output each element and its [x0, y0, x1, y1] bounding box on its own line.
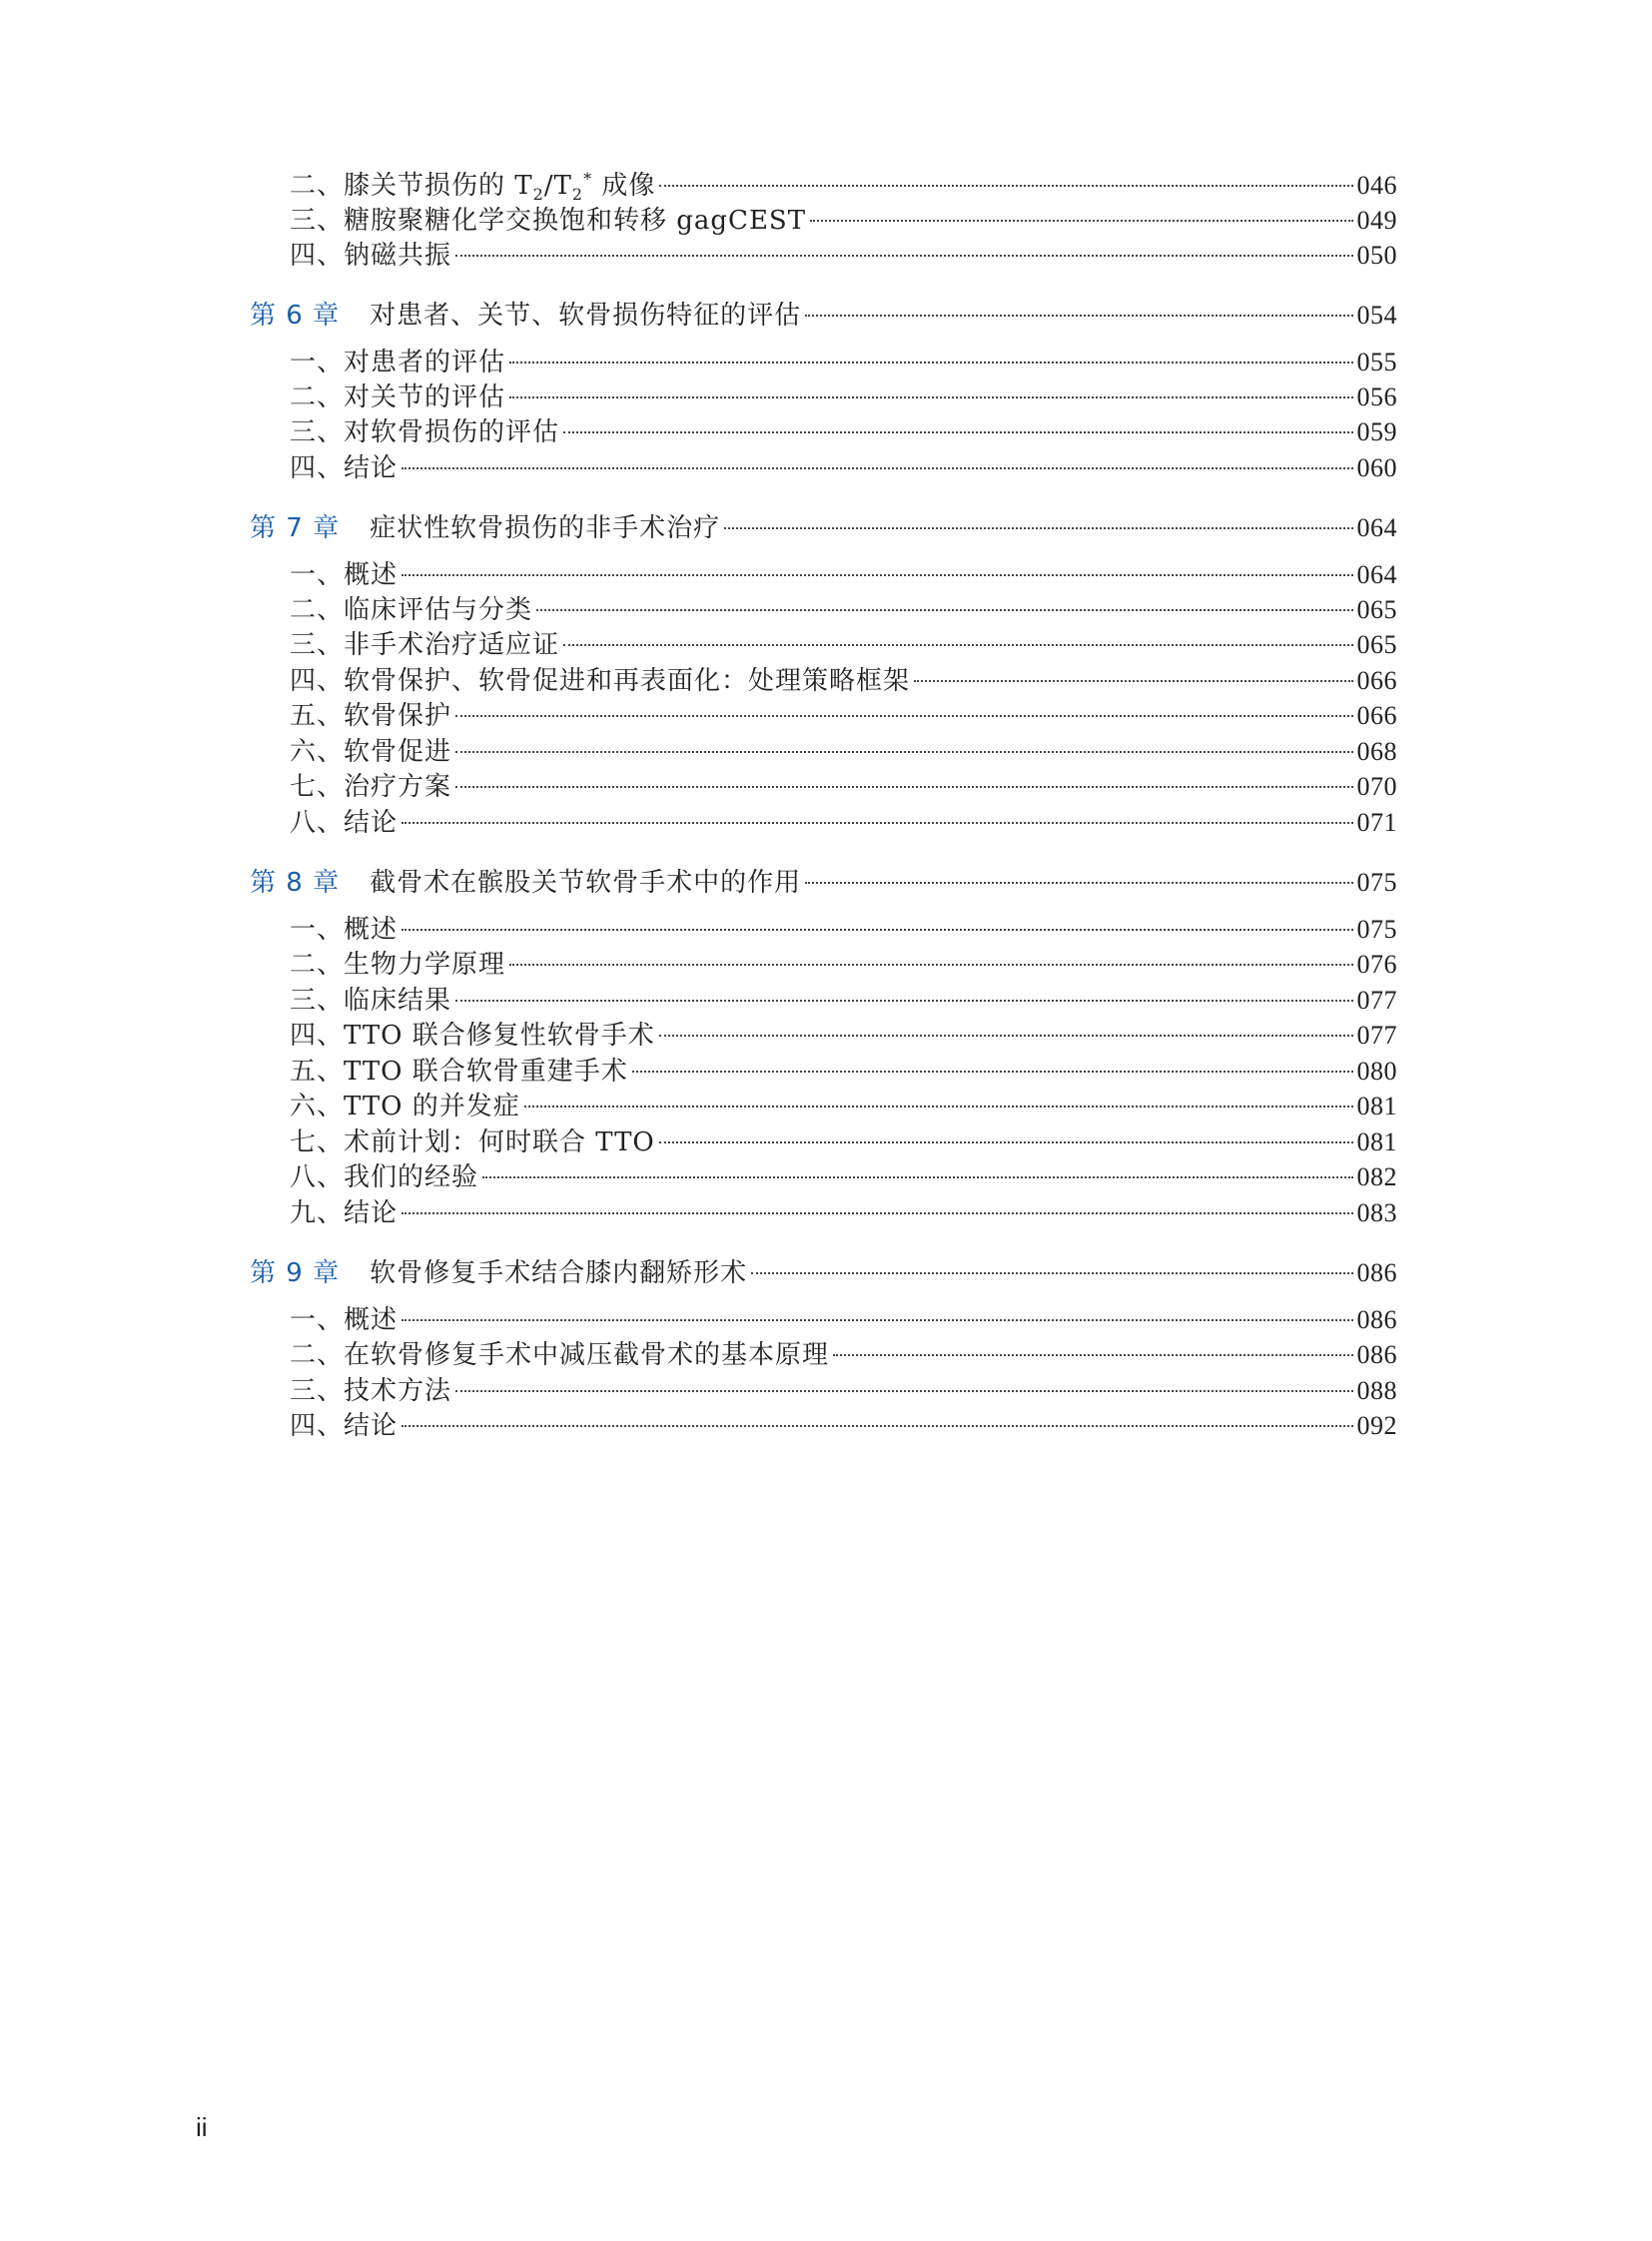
toc-row [0, 1087, 1652, 1126]
chapter-title: 对患者、关节、软骨损伤特征的评估 [370, 301, 802, 331]
dot-leader [402, 1425, 1352, 1427]
toc-page-number: 068 [1356, 737, 1397, 766]
toc-section-title: 一、概述 [290, 1305, 399, 1335]
toc-section-entry[interactable] [290, 1371, 1397, 1411]
toc-section-entry[interactable] [290, 1157, 1397, 1197]
dot-leader [402, 822, 1352, 824]
toc-section-title: 四、结论 [290, 453, 399, 483]
toc-row [0, 412, 1652, 452]
toc-row [0, 296, 1652, 336]
dot-leader [455, 255, 1352, 257]
toc-section-entry[interactable] [290, 625, 1397, 665]
dot-leader [455, 715, 1352, 717]
toc-section-title: 二、生物力学原理 [290, 950, 506, 980]
toc-page-number: 059 [1356, 417, 1397, 446]
toc-page-number: 086 [1356, 1258, 1397, 1287]
dot-leader [402, 1319, 1352, 1321]
toc-section-title: 六、软骨促进 [290, 737, 452, 767]
page-folio: ii [196, 2112, 208, 2142]
toc-row [0, 625, 1652, 665]
dot-leader [402, 467, 1352, 469]
toc-section-title: 二、对关节的评估 [290, 382, 506, 412]
toc-row [0, 1016, 1652, 1056]
dot-leader [724, 527, 1352, 529]
dot-leader [659, 1035, 1353, 1037]
toc-row [0, 732, 1652, 772]
toc-row [0, 201, 1652, 241]
toc-section-entry[interactable] [290, 696, 1397, 736]
dot-leader [509, 964, 1352, 966]
toc-row [0, 1371, 1652, 1411]
toc-page-number: 075 [1356, 868, 1397, 897]
toc-section-title: 七、治疗方案 [290, 772, 452, 802]
toc-section-title: 六、TTO 的并发症 [290, 1092, 520, 1121]
chapter-number: 第 7 章 [250, 513, 341, 543]
toc-section-entry[interactable] [290, 412, 1397, 452]
toc-page-number: 065 [1356, 630, 1397, 659]
toc-page-number: 077 [1356, 1021, 1397, 1050]
toc-row [0, 1253, 1652, 1293]
toc-section-title: 八、结论 [290, 808, 399, 838]
dot-leader [524, 1106, 1353, 1108]
toc-row [0, 590, 1652, 630]
toc-section-title: 二、临床评估与分类 [290, 595, 533, 625]
dot-leader [402, 929, 1352, 931]
toc-page-number: 055 [1356, 348, 1397, 376]
toc-section-entry[interactable] [290, 343, 1397, 382]
toc-section-entry[interactable] [290, 1300, 1397, 1340]
toc-page-number: 083 [1356, 1198, 1397, 1227]
toc-section-entry[interactable] [290, 1122, 1397, 1162]
toc-section-entry[interactable] [290, 910, 1397, 950]
toc-section-entry[interactable] [290, 1335, 1397, 1375]
toc-section-entry[interactable] [290, 945, 1397, 985]
toc-page-number: 066 [1356, 701, 1397, 730]
dot-leader [509, 362, 1352, 364]
toc-section-title: 一、对患者的评估 [290, 348, 506, 377]
toc-row [0, 377, 1652, 417]
toc-page-number: 064 [1356, 560, 1397, 589]
dot-leader [810, 220, 1352, 222]
toc-row [0, 555, 1652, 595]
toc-section-title: 四、结论 [290, 1411, 399, 1441]
chapter-number: 第 8 章 [250, 868, 341, 898]
dot-leader [751, 1272, 1352, 1274]
dot-leader [805, 882, 1352, 884]
toc-page-number: 049 [1356, 206, 1397, 235]
toc-section-entry[interactable] [290, 377, 1397, 417]
toc-row [0, 1300, 1652, 1340]
toc-section-entry[interactable] [290, 1016, 1397, 1056]
toc-page-number: 077 [1356, 986, 1397, 1015]
toc-page-number: 080 [1356, 1057, 1397, 1086]
dot-leader [402, 1212, 1352, 1214]
toc-section-entry[interactable] [290, 803, 1397, 843]
dot-leader [805, 315, 1352, 317]
toc-row [0, 343, 1652, 382]
toc-row [0, 945, 1652, 985]
toc-section-title: 四、软骨保护、软骨促进和再表面化：处理策略框架 [290, 666, 911, 696]
toc-page-number: 081 [1356, 1092, 1397, 1120]
toc-section-entry[interactable] [290, 166, 1397, 206]
chapter-number: 第 6 章 [250, 301, 341, 331]
dot-leader [455, 1390, 1352, 1392]
toc-section-entry[interactable] [290, 1193, 1397, 1233]
toc-page-number: 082 [1356, 1162, 1397, 1191]
dot-leader [914, 680, 1352, 682]
dot-leader [833, 1354, 1352, 1356]
toc-section-title: 三、临床结果 [290, 986, 452, 1016]
toc-row [0, 910, 1652, 950]
toc-section-title: 三、非手术治疗适应证 [290, 630, 560, 660]
toc-page-number: 086 [1356, 1340, 1397, 1369]
toc-chapter-entry[interactable] [250, 508, 1397, 548]
toc-section-entry[interactable] [290, 1406, 1397, 1446]
toc-section-title: 三、糖胺聚糖化学交换饱和转移 gagCEST [290, 206, 807, 236]
toc-row [0, 166, 1652, 206]
toc-page-number: 071 [1356, 808, 1397, 837]
toc-row [0, 863, 1652, 903]
chapter-title: 截骨术在髌股关节软骨手术中的作用 [370, 868, 802, 898]
dot-leader [563, 431, 1352, 433]
toc-section-entry[interactable] [290, 448, 1397, 488]
toc-row [0, 1157, 1652, 1197]
toc-page-number: 056 [1356, 382, 1397, 411]
toc-section-entry[interactable] [290, 661, 1397, 701]
toc-row [0, 508, 1652, 548]
toc-page-number: 064 [1356, 513, 1397, 542]
toc-page-number: 054 [1356, 301, 1397, 330]
toc-section-title: 九、结论 [290, 1198, 399, 1228]
dot-leader [509, 396, 1352, 398]
dot-leader [659, 1141, 1353, 1143]
toc-section-entry[interactable] [290, 590, 1397, 630]
dot-leader [455, 786, 1352, 788]
toc-section-entry[interactable] [290, 1052, 1397, 1092]
toc-page-number: 070 [1356, 772, 1397, 801]
toc-section-title: 三、对软骨损伤的评估 [290, 417, 560, 447]
toc-section-title: 四、TTO 联合修复性软骨手术 [290, 1021, 655, 1051]
toc-page-number: 088 [1356, 1376, 1397, 1405]
chapter-number: 第 9 章 [250, 1258, 341, 1288]
toc-page-number: 046 [1356, 171, 1397, 200]
toc-row [0, 448, 1652, 488]
toc-section-entry[interactable] [290, 767, 1397, 807]
toc-section-entry[interactable] [290, 981, 1397, 1021]
toc-section-title: 五、软骨保护 [290, 701, 452, 731]
dot-leader [632, 1071, 1353, 1073]
toc-section-title: 五、TTO 联合软骨重建手术 [290, 1057, 628, 1087]
toc-section-title: 二、膝关节损伤的 $T_2/T_2^*$ 成像 [290, 169, 656, 205]
toc-section-entry[interactable] [290, 1087, 1397, 1126]
toc-page-number: 081 [1356, 1127, 1397, 1156]
dot-leader [482, 1176, 1352, 1178]
toc-section-title: 七、术前计划：何时联合 TTO [290, 1127, 655, 1157]
toc-section-title: 四、钠磁共振 [290, 241, 452, 271]
dot-leader [563, 644, 1352, 646]
toc-page-number: 060 [1356, 453, 1397, 482]
toc-row [0, 1052, 1652, 1092]
toc-chapter-entry[interactable] [250, 296, 1397, 336]
toc-section-title: 三、技术方法 [290, 1376, 452, 1406]
dot-leader [536, 609, 1352, 611]
chapter-title: 软骨修复手术结合膝内翻矫形术 [370, 1258, 748, 1288]
dot-leader [455, 751, 1352, 753]
toc-row [0, 696, 1652, 736]
toc-page-number: 092 [1356, 1411, 1397, 1440]
chapter-title: 症状性软骨损伤的非手术治疗 [370, 513, 721, 543]
toc-chapter-entry[interactable] [250, 863, 1397, 903]
dot-leader [659, 185, 1352, 187]
toc-row [0, 803, 1652, 843]
toc-page-number: 065 [1356, 595, 1397, 624]
toc-section-entry[interactable] [290, 555, 1397, 595]
toc-row [0, 767, 1652, 807]
toc-section-title: 一、概述 [290, 560, 399, 590]
toc-row [0, 1193, 1652, 1233]
toc-row [0, 1122, 1652, 1162]
toc-page-number: 066 [1356, 666, 1397, 695]
toc-section-entry[interactable] [290, 201, 1397, 241]
toc-page-number: 050 [1356, 241, 1397, 270]
dot-leader [402, 574, 1352, 576]
toc-page-number: 076 [1356, 950, 1397, 979]
toc-page-number: 075 [1356, 915, 1397, 944]
toc-section-title: 八、我们的经验 [290, 1162, 479, 1192]
toc-chapter-entry[interactable] [250, 1253, 1397, 1293]
toc-section-title: 二、在软骨修复手术中减压截骨术的基本原理 [290, 1340, 830, 1370]
toc-row [0, 981, 1652, 1021]
toc-section-entry[interactable] [290, 236, 1397, 276]
toc-row [0, 1335, 1652, 1375]
toc-section-entry[interactable] [290, 732, 1397, 772]
toc-page-number: 086 [1356, 1305, 1397, 1334]
toc-row [0, 661, 1652, 701]
toc-row [0, 236, 1652, 276]
toc-section-title: 一、概述 [290, 915, 399, 945]
toc-row [0, 1406, 1652, 1446]
dot-leader [455, 1000, 1352, 1002]
